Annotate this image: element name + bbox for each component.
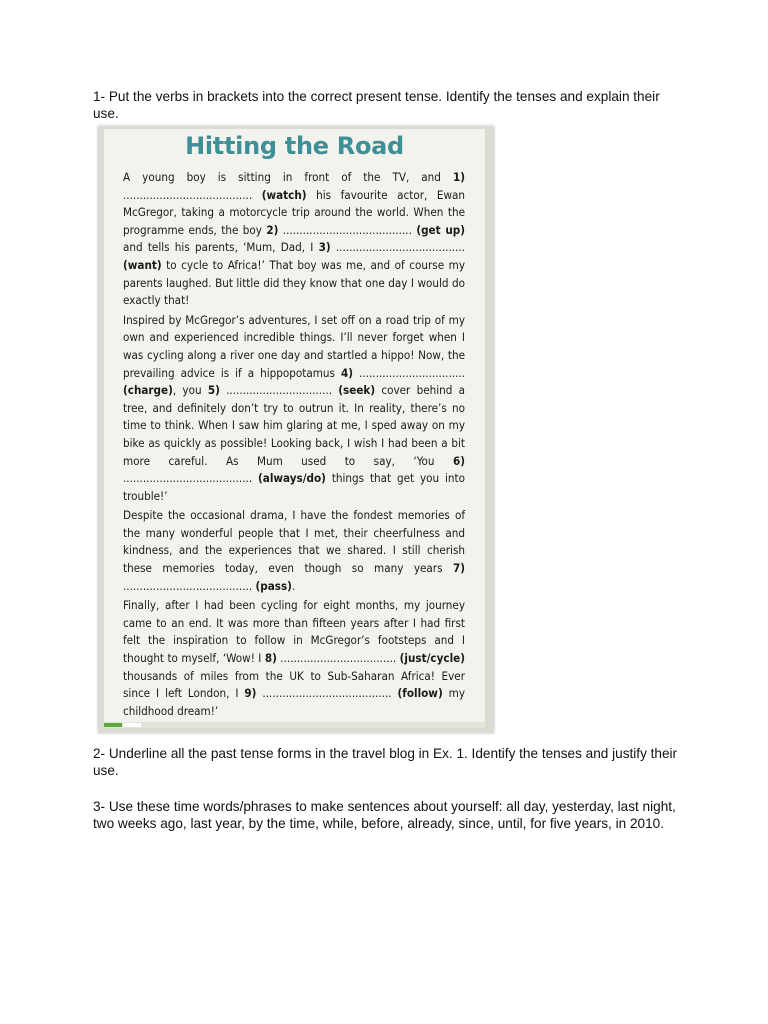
textbook-excerpt-image — [98, 126, 494, 733]
gap-number: 4) — [340, 365, 354, 380]
gap-dots: ....................................... — [123, 578, 256, 593]
blog-text: and tells his parents, ‘Mum, Dad, I — [123, 240, 319, 255]
exercise-3-instruction: 3- Use these time words/phrases to make sentences about yourself: all day, yesterday, last night, two weeks ago, last year, by the time, while, before, already, since, until, for five years, in 2010. — [93, 799, 676, 831]
blog-text: , you — [172, 383, 208, 398]
blog-text: Inspired by McGregor’s adventures, I set off on a road trip of my own and experienced incredible things. I’ll never forget when I was cycling along a river one day and startled a hippo! Now, the prevailing advice is if a hippopotamus — [123, 312, 465, 380]
blog-paragraph-4 — [123, 597, 465, 720]
gap-number: 8) — [264, 651, 277, 666]
exercise-2-instruction: 2- Underline all the past tense forms in the travel blog in Ex. 1. Identify the tenses and justify their use. — [93, 746, 678, 778]
gap-number: 3) — [318, 240, 331, 255]
gap-dots: ....................................... — [256, 686, 398, 701]
gap-dots: ....................................... — [278, 222, 417, 237]
gap-dots: ................................ — [219, 383, 339, 398]
gap-verb: (just/cycle) — [399, 651, 465, 666]
blog-text: his favourite actor, Ewan McGregor, taking a motorcycle trip around the world. When the programme ends, the boy — [123, 187, 466, 237]
blog-text: my childhood dream!’ — [123, 686, 466, 718]
blog-paragraph-1 — [123, 169, 465, 310]
blog-text: Despite the occasional drama, I have the fondest memories of the many wonderful people that I met, their cheerfulness and kindness, and the experiences that we shared. I still cherish these memories today, even though so many years — [123, 508, 465, 576]
gap-dots: ................................... — [276, 651, 400, 666]
blog-text: cover behind a tree, and definitely don’t try to outrun it. In reality, there’s no time to think. When I saw him glaring at me, I sped away on my bike as quickly as possible! Looking back, I wish I had been a bit more careful. As Mum used to say, ‘You — [123, 383, 465, 468]
gap-dots: ....................................... — [330, 240, 466, 255]
blog-body — [123, 169, 465, 722]
progress-segment-inactive — [123, 723, 141, 727]
gap-verb: (want) — [123, 257, 162, 272]
gap-number: 9) — [244, 686, 257, 701]
gap-number: 2) — [266, 222, 279, 237]
gap-verb: (charge) — [123, 383, 173, 398]
blog-text: thousands of miles from the UK to Sub-Saharan Africa! Ever since I left London, I — [123, 668, 465, 701]
gap-verb: (pass) — [255, 578, 292, 593]
exercise-1-instruction: 1- Put the verbs in brackets into the correct present tense. Identify the tenses and explain their use. — [93, 89, 660, 121]
gap-number: 7) — [452, 561, 465, 576]
blog-paragraph-3 — [123, 507, 465, 595]
gap-verb: (seek) — [338, 383, 376, 398]
progress-segment-active — [104, 723, 122, 727]
gap-dots: ....................................... — [123, 187, 262, 202]
gap-number: 1) — [452, 170, 465, 184]
gap-number: 6) — [452, 453, 465, 468]
gap-verb: (get up) — [416, 222, 465, 237]
gap-verb: (watch) — [261, 187, 307, 202]
blog-text: . — [291, 578, 296, 593]
blog-text: to cycle to Africa!’ That boy was me, and of course my parents laughed. But little did they know that one day I would do exactly that! — [123, 257, 465, 308]
blog-text: A young boy is sitting in front of the TV, and — [123, 170, 441, 184]
blog-text: Finally, after I had been cycling for eight months, my journey came to an end. It was more than fifteen years after I had first felt the inspiration to follow in McGregor’s footsteps and I thought to myself, ‘Wow! I — [123, 598, 465, 666]
blog-panel — [104, 129, 485, 722]
gap-dots: ....................................... — [123, 471, 259, 486]
blog-title: Hitting the Road — [185, 132, 404, 160]
blog-text: things that get you into trouble!’ — [123, 471, 466, 503]
gap-dots: ................................ — [353, 365, 465, 380]
blog-paragraph-2 — [123, 312, 465, 506]
gap-number: 5) — [207, 383, 220, 398]
gap-verb: (follow) — [397, 686, 443, 701]
page-progress-strip — [104, 722, 485, 728]
gap-verb: (always/do) — [258, 471, 326, 486]
